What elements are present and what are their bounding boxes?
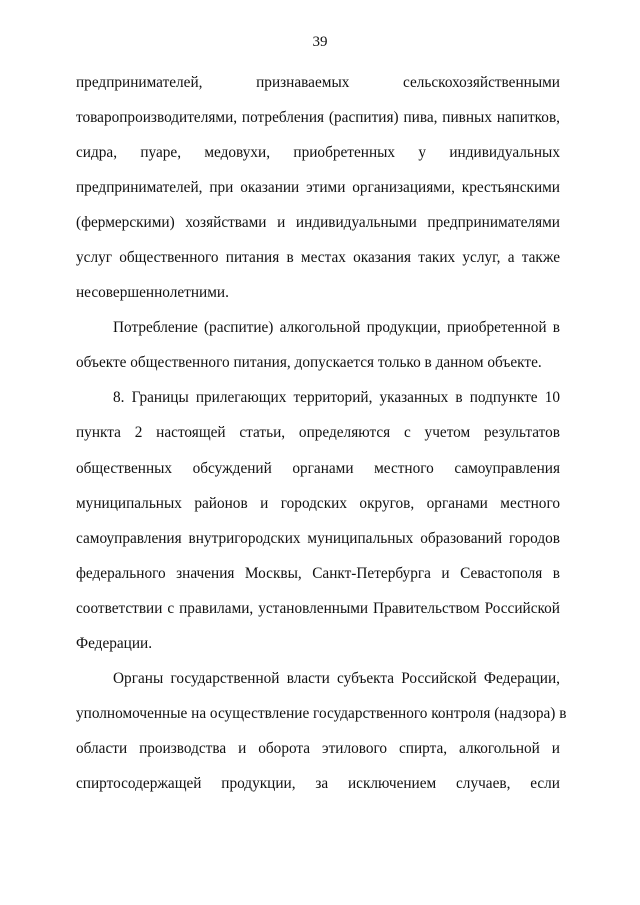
text-line: (фермерскими) хозяйствами и индивидуальными предпринимателями xyxy=(76,214,560,231)
text-line: предпринимателей, при оказании этими организациями, крестьянскими xyxy=(76,179,560,196)
text-line: Органы государственной власти субъекта Российской Федерации, xyxy=(113,670,560,687)
text-line: муниципальных районов и городских округов, органами местного xyxy=(76,495,560,512)
text-line: сидра, пуаре, медовухи, приобретенных у индивидуальных xyxy=(76,144,560,161)
text-line: товаропроизводителями, потребления (распития) пива, пивных напитков, xyxy=(76,109,560,126)
text-line: предпринимателей, признаваемых сельскохозяйственными xyxy=(76,74,560,91)
text-line: услуг общественного питания в местах оказания таких услуг, а также xyxy=(76,249,560,266)
text-line: несовершеннолетними. xyxy=(76,284,229,301)
text-line: объекте общественного питания, допускается только в данном объекте. xyxy=(76,354,542,371)
text-line: области производства и оборота этилового спирта, алкогольной и xyxy=(76,740,560,757)
text-line: Потребление (распитие) алкогольной продукции, приобретенной в xyxy=(113,319,560,336)
text-line: соответствии с правилами, установленными Правительством Российской xyxy=(76,600,560,617)
text-line: самоуправления внутригородских муниципальных образований городов xyxy=(76,530,560,547)
text-line: спиртосодержащей продукции, за исключением случаев, если xyxy=(76,775,560,792)
page-number: 39 xyxy=(312,34,328,50)
text-line: Федерации. xyxy=(76,635,153,652)
text-line: пункта 2 настоящей статьи, определяются с учетом результатов xyxy=(76,424,560,441)
text-line: уполномоченные на осуществление государственного контроля (надзора) в xyxy=(76,705,567,722)
text-line: общественных обсуждений органами местного самоуправления xyxy=(76,460,560,477)
text-line: федерального значения Москвы, Санкт-Петербурга и Севастополя в xyxy=(76,565,560,582)
text-line: 8. Границы прилегающих территорий, указанных в подпункте 10 xyxy=(113,389,560,406)
